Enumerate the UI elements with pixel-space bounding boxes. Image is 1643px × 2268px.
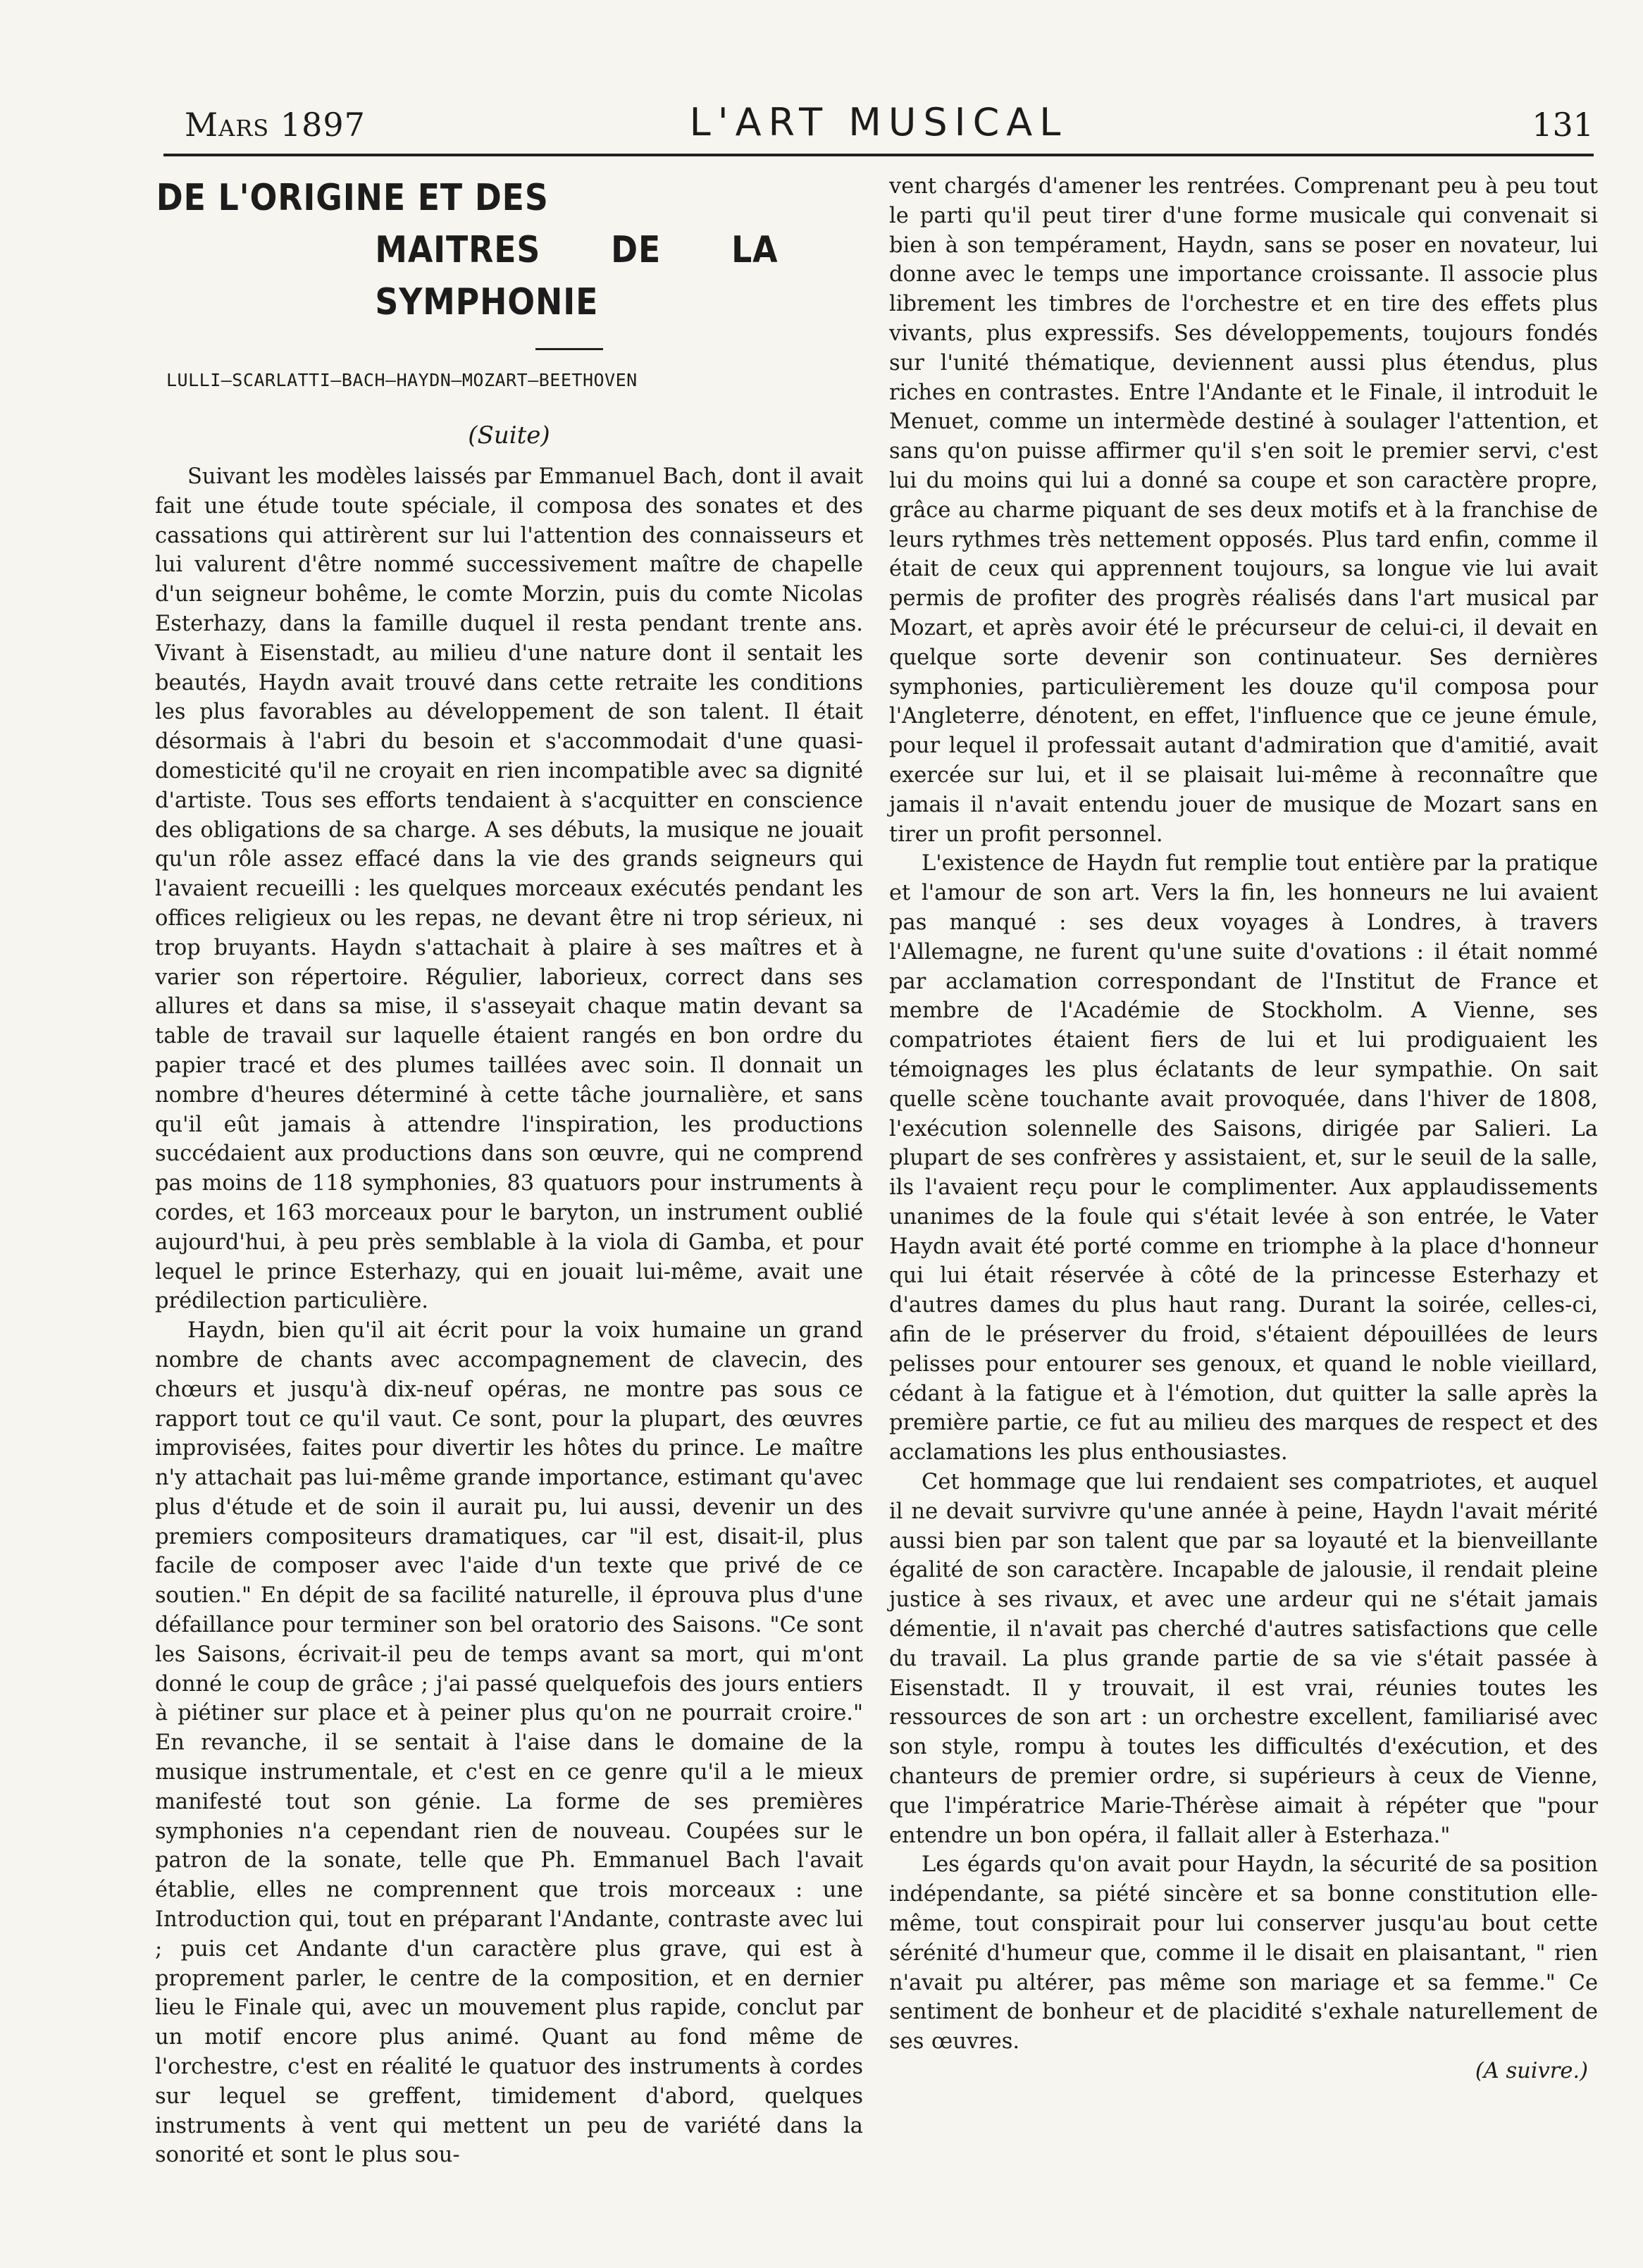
to-be-continued: (A suivre.)	[1475, 2059, 1588, 2083]
journal-title: L'ART MUSICAL	[689, 100, 1068, 144]
right-body-text	[889, 172, 1598, 2057]
paragraph: Haydn, bien qu'il ait écrit pour la voix humaine un grand nombre de chants avec accompagnement de clavecin, des chœurs et jusqu'à dix-neuf opéras, ne montre pas sous ce rapport tout ce qu'il vaut. Ce sont, pour la plupart, des œuvres improvisées, faites pour divertir les hôtes du prince. Le maître n'y attachait pas lui-même grande importance, estimant qu'avec plus d'étude et de soin il aurait pu, lui aussi, devenir un des premiers compositeurs dramatiques, car "il est, disait-il, plus facile de composer avec l'aide d'un texte que privé de ce soutien." En dépit de sa facilité naturelle, il éprouva plus d'une défaillance pour terminer son bel oratorio des Saisons. "Ce sont les Saisons, écrivait-il peu de temps avant sa mort, qui m'ont donné le coup de grâce ; j'ai passé quelquefois des jours entiers à piétiner sur place et à peiner plus qu'on ne pourrait croire." En revanche, il se sentait à l'aise dans le domaine de la musique instrumentale, et c'est en ce genre qu'il a le mieux manifesté tout son génie. La forme de ses premières symphonies n'a cependant rien de nouveau. Coupées sur le patron de la sonate, telle que Ph. Emmanuel Bach l'avait établie, elles ne comprennent que trois morceaux : une Introduction qui, tout en préparant l'Andante, contraste avec lui ; puis cet Andante d'un caractère plus grave, qui est à proprement parler, le centre de la composition, et en dernier lieu le Finale qui, avec un mouvement plus rapide, conclut par un motif encore plus animé. Quant au fond même de l'orchestre, c'est en réalité le quatuor des instruments à cordes sur lequel se greffent, timidement d'abord, quelques instruments à vent qui mettent un peu de variété dans la sonorité et sont le plus sou-	[155, 1318, 863, 2168]
article-title	[155, 172, 778, 328]
title-line-2: MAITRES DE LA SYMPHONIE	[375, 229, 779, 323]
paragraph: L'existence de Haydn fut remplie tout entière par la pratique et l'amour de son art. Vers la fin, les honneurs ne lui avaient pas manqué : ses deux voyages à Londres, à travers l'Allemagne, ne furent qu'une suite d'ovations : il était nommé par acclamation correspondant de l'Institut de France et membre de l'Académie de Stockholm. A Vienne, ses compatriotes étaient fiers de lui et lui prodiguaient les témoignages les plus éclatants de leur sympathie. On sait quelle scène touchante avait provoquée, dans l'hiver de 1808, l'exécution solennelle des Saisons, dirigée par Salieri. La plupart de ses confrères y assistaient, et, sur le seuil de la salle, ils l'avaient reçu pour le complimenter. Aux applaudissements unanimes de la foule qui s'était levée à son entrée, le Vater Haydn avait été porté comme en triomphe à la place d'honneur qui lui était réservée à côté de la princesse Esterhazy et d'autres dames du plus haut rang. Durant la soirée, celles-ci, afin de le préserver du froid, s'étaient dépouillées de leurs pelisses pour entourer ses genoux, et quand le noble vieillard, cédant à la fatigue et à l'émotion, dut quitter la salle après la première partie, ce fut au milieu des marques de respect et des acclamations les plus enthousiastes.	[889, 851, 1598, 1465]
header-rule	[163, 154, 1594, 156]
column-left	[155, 169, 863, 2170]
title-line-1: DE L'ORIGINE ET DES	[156, 177, 549, 219]
left-body-text	[155, 462, 863, 2170]
article-subtitle: LULLI–SCARLATTI–BACH–HAYDN–MOZART–BEETHOVEN	[166, 370, 638, 390]
issue-date: Mars 1897	[185, 106, 366, 144]
paragraph: Les égards qu'on avait pour Haydn, la sécurité de sa position indépendante, sa piété sincère et sa bonne constitution elle-même, tout conspirait pour lui conserver jusqu'au bout cette sérénité d'humeur que, comme il le disait en plaisantant, " rien n'avait pu altérer, pas même son mariage et sa femme." Ce sentiment de bonheur et de placidité s'exhale naturellement de ses œuvres.	[889, 1852, 1598, 2055]
paragraph: Suivant les modèles laissés par Emmanuel Bach, dont il avait fait une étude toute spéciale, il composa des sonates et des cassations qui attirèrent sur lui l'attention des connaisseurs et lui valurent d'être nommé successivement maître de chapelle d'un seigneur bohême, le comte Morzin, puis du comte Nicolas Esterhazy, dans la famille duquel il resta pendant trente ans. Vivant à Eisenstadt, au milieu d'une nature dont il sentait les beautés, Haydn avait trouvé dans cette retraite les conditions les plus favorables au développement de son talent. Il était désormais à l'abri du besoin et s'accommodait d'une quasi-domesticité qu'il ne croyait en rien incompatible avec sa dignité d'artiste. Tous ses efforts tendaient à s'acquitter en conscience des obligations de sa charge. A ses débuts, la musique ne jouait qu'un rôle assez effacé dans la vie des grands seigneurs qui l'avaient recueilli : les quelques morceaux exécutés pendant les offices religieux ou les repas, ne devant être ni trop sérieux, ni trop bruyants. Haydn s'attachait à plaire à ses maîtres et à varier son répertoire. Régulier, laborieux, correct dans ses allures et dans sa mise, il s'asseyait chaque matin devant sa table de travail sur laquelle étaient rangés en bon ordre du papier tracé et des plumes taillées avec soin. Il donnait un nombre d'heures déterminé à cette tâche journalière, et sans qu'il eût jamais à attendre l'inspiration, les productions succédaient aux productions dans son œuvre, qui ne comprend pas moins de 118 symphonies, 83 quatuors pour instruments à cordes, et 163 morceaux pour le baryton, un instrument oublié aujourd'hui, à peu près semblable à la viola di Gamba, et pour lequel le prince Esterhazy, qui en jouait lui-même, avait une prédilection particulière.	[155, 464, 863, 1314]
suite-label: (Suite)	[468, 421, 550, 450]
running-header	[163, 100, 1594, 151]
column-right	[889, 172, 1598, 2086]
paragraph: Cet hommage que lui rendaient ses compatriotes, et auquel il ne devait survivre qu'une année à peine, Haydn l'avait mérité aussi bien par son talent que par sa loyauté et la bienveillante égalité de son caractère. Incapable de jalousie, il rendait pleine justice à ses rivaux, et avec une ardeur qui ne s'était jamais démentie, il n'avait pas cherché d'autres satisfactions que celle du travail. La plus grande partie de sa vie s'était passée à Eisenstadt. Il y trouvait, il est vrai, réunies toutes les ressources de son art : un orchestre excellent, familiarisé avec son style, rompu à toutes les difficultés d'exécution, et des chanteurs de premier ordre, si supérieurs à ceux de Vienne, que l'impératrice Marie-Thérèse aimait à répéter que "pour entendre un bon opéra, il fallait aller à Esterhaza."	[889, 1470, 1598, 1848]
paragraph: vent chargés d'amener les rentrées. Comprenant peu à peu tout le parti qu'il peut tirer d'une forme musicale qui convenait si bien à son tempérament, Haydn, sans se poser en novateur, lui donne avec le temps une importance croissante. Il associe plus librement les timbres de l'orchestre et en tire des effets plus vivants, plus expressifs. Ses développements, toujours fondés sur l'unité thématique, deviennent aussi plus étendus, plus riches en contrastes. Entre l'Andante et le Finale, il introduit le Menuet, comme un intermède destiné à soulager l'attention, et sans qu'on puisse affirmer qu'il s'en soit le premier servi, c'est lui du moins qui lui a donné sa coupe et son caractère propre, grâce au charme piquant de ses deux motifs et à la franchise de leurs rythmes très nettement opposés. Plus tard enfin, comme il était de ceux qui apprennent toujours, sa longue vie lui avait permis de profiter des progrès réalisés dans l'art musical par Mozart, et après avoir été le précurseur de celui-ci, il devait en quelque sorte devenir son continuateur. Ses dernières symphonies, particulièrement les douze qu'il composa pour l'Angleterre, dénotent, en effet, l'influence que ce jeune émule, pour lequel il professait autant d'admiration que d'amitié, avait exercée sur lui, et il se plaisait lui-même à reconnaître que jamais il n'avait entendu jouer de musique de Mozart sans en tirer un profit personnel.	[889, 174, 1598, 847]
title-divider	[535, 348, 603, 350]
page-number: 131	[1532, 106, 1594, 144]
